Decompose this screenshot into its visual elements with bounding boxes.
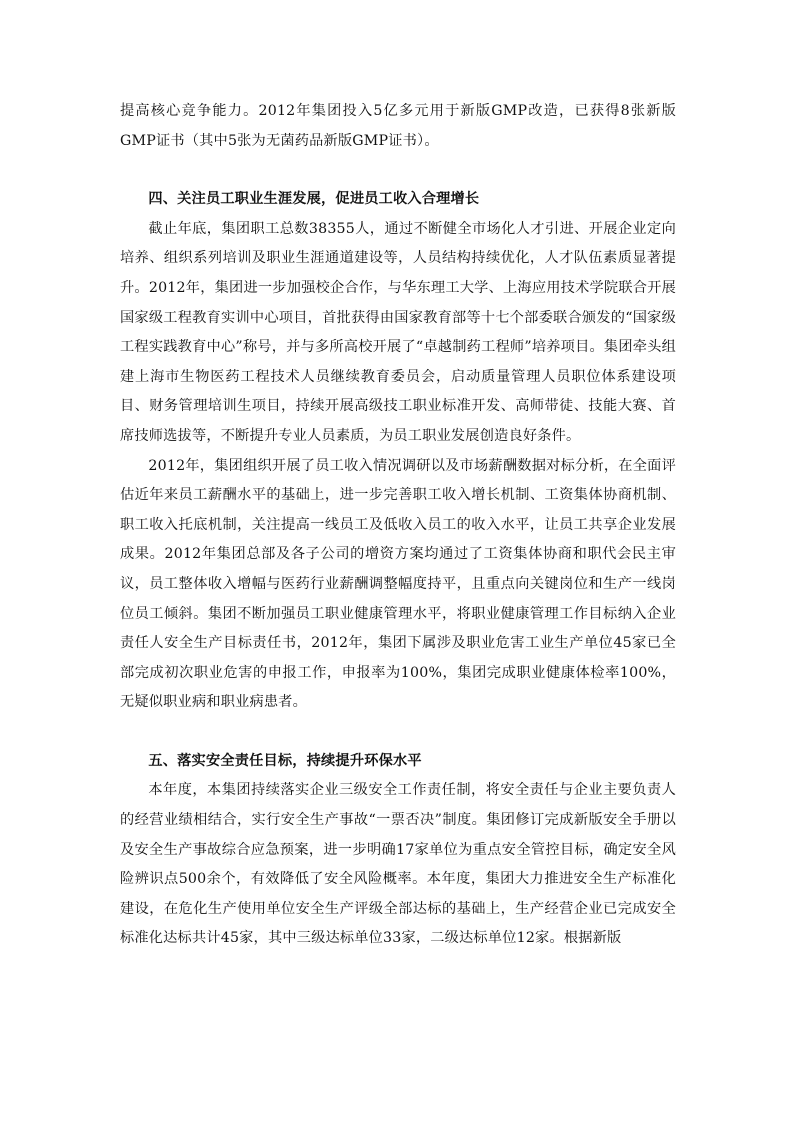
paragraph-workforce-development: 截止年底，集团职工总数38355人，通过不断健全市场化人才引进、开展企业定向培养、组织系列培训及职业生涯通道建设等，人员结构持续优化，人才队伍素质显著提升。2012年，集团进一步加强校企合作，与华东理工大学、上海应用技术学院联合开展国家级工程教育实训中心项目，首批获得由国家教育部等十七个部委联合颁发的“国家级工程实践教育中心”称号，并与多所高校开展了“卓越制药工程师”培养项目。集团牵头组建上海市生物医药工程技术人员继续教育委员会，启动质量管理人员职位体系建设项目、财务管理培训生项目，持续开展高级技工职业标准开发、高师带徒、技能大赛、首席技师选拔等，不断提升专业人员素质，为员工职业发展创造良好条件。 <box>120 220 676 444</box>
section-heading-4: 四、关注员工职业生涯发展，促进员工收入合理增长 <box>148 191 480 208</box>
paragraph-income-growth: 2012年，集团组织开展了员工收入情况调研以及市场薪酬数据对标分析，在全面评估近年来员工薪酬水平的基础上，进一步完善职工收入增长机制、工资集体协商机制、职工收入托底机制，关注提高一线员工及低收入员工的收入水平，让员工共享企业发展成果。2012年集团总部及各子公司的增资方案均通过了工资集体协商和职代会民主审议，员工整体收入增幅与医药行业薪酬调整幅度持平，且重点向关键岗位和生产一线岗位员工倾斜。集团不断加强员工职业健康管理水平，将职业健康管理工作目标纳入企业责任人安全生产目标责任书，2012年，集团下属涉及职业危害工业生产单位45家已全部完成初次职业危害的申报工作，申报率为100%，集团完成职业健康体检率100%，无疑似职业病和职业病患者。 <box>120 457 676 711</box>
paragraph-safety-responsibility: 本年度，本集团持续落实企业三级安全工作责任制，将安全责任与企业主要负责人的经营业绩相结合，实行安全生产事故“一票否决”制度。集团修订完成新版安全手册以及安全生产事故综合应急预案，进一步明确17家单位为重点安全管控目标，确定安全风险辨识点500余个，有效降低了安全风险概率。本年度，集团大力推进安全生产标准化建设，在危化生产使用单位安全生产评级全部达标的基础上，生产经营企业已完成安全标准化达标共计45家，其中三级达标单位33家，二级达标单位12家。根据新版 <box>120 782 676 947</box>
document-body <box>120 97 676 954</box>
section-heading-5: 五、落实安全责任目标，持续提升环保水平 <box>148 752 422 769</box>
paragraph-gmp-continuation: 提高核心竞争能力。2012年集团投入5亿多元用于新版GMP改造，已获得8张新版GMP证书（其中5张为无菌药品新版GMP证书）。 <box>120 103 676 149</box>
